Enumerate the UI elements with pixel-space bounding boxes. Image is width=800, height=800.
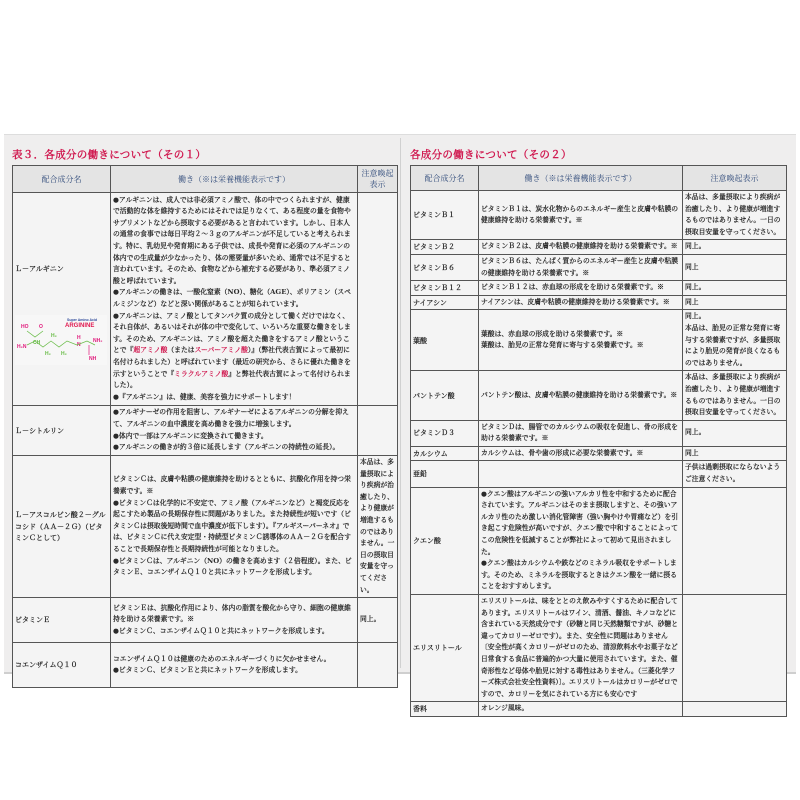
cell-text: ビタミンＢ１２ bbox=[413, 283, 462, 293]
caution-cell bbox=[683, 240, 787, 255]
svg-text:ARGININE: ARGININE bbox=[65, 322, 95, 329]
table-row bbox=[411, 310, 787, 371]
function-cell bbox=[111, 406, 358, 456]
cell-text: パントテン酸 bbox=[413, 390, 455, 400]
function-cell bbox=[479, 254, 683, 280]
svg-text:Super Amino Acid: Super Amino Acid bbox=[67, 317, 98, 322]
function-text: ●ビタミンＣ、ビタミンＥと共にネットワークを形成します。 bbox=[113, 666, 302, 675]
function-cell bbox=[111, 456, 358, 598]
function-text: ●ビタミンＣ、コエンザイムＱ１０と共にネットワークを形成します。 bbox=[113, 626, 329, 635]
caution-cell bbox=[683, 254, 787, 280]
ingredient-name: ビタミンＥ bbox=[13, 598, 111, 643]
function-cell bbox=[479, 281, 683, 296]
table-row bbox=[411, 191, 787, 240]
cell-text: パントテン酸は、皮膚や粘膜の健康維持を助ける栄養素です。※ bbox=[481, 390, 678, 399]
caution-cell bbox=[358, 643, 398, 688]
function-cell bbox=[479, 240, 683, 255]
cell-text: 同上 bbox=[685, 448, 699, 457]
table-row bbox=[411, 487, 787, 594]
table1-title: 表３．各成分の働きについて（その１） bbox=[12, 149, 207, 161]
text-segment: 』と弊社代表古賀によって名付けられました）。 bbox=[113, 369, 351, 390]
cell-text: ●クエン酸はアルギニンの強いアルカリ性を中和するために配合されています。アルギニンはそのまま摂取しますと、その強いアルカリ性のため激しい消化管障害（強い胸やけや胃痛など）を引き起こす危険性が高いですが、クエン酸で中和することによってこの危険性を低減することが弊社によって初めて見出されました。 bbox=[481, 489, 679, 556]
table-ingredients-part2 bbox=[410, 165, 787, 717]
function-cell bbox=[479, 702, 683, 717]
function-text: ビタミンＣは、皮膚や粘膜の健康維持を助けるとともに、抗酸化作用を持つ栄養素です。※ bbox=[113, 475, 351, 495]
table-row bbox=[13, 406, 398, 456]
ingredient-name bbox=[411, 420, 479, 446]
ingredient-name bbox=[411, 254, 479, 280]
ingredient-name: Ｌ－アルギニン bbox=[15, 264, 64, 273]
function-cell bbox=[479, 461, 683, 487]
cell-text: ナイアシンは、皮膚や粘膜の健康維持を助ける栄養素です。※ bbox=[481, 297, 670, 306]
cell-text: 葉酸は、胎児の正常な発育に寄与する栄養素です。※ bbox=[481, 341, 644, 350]
header-function: 働き（※は栄養機能表示です） bbox=[111, 166, 358, 193]
table-row bbox=[411, 420, 787, 446]
table-header-row bbox=[411, 166, 787, 191]
header-ingredient: 配合成分名 bbox=[411, 166, 479, 191]
cell-text: 同上 bbox=[685, 297, 699, 306]
svg-text:H₂: H₂ bbox=[45, 350, 51, 357]
caution-cell bbox=[358, 193, 398, 406]
ingredient-name bbox=[411, 446, 479, 461]
cell-text: 同上。 bbox=[685, 312, 706, 321]
svg-text:H₂: H₂ bbox=[51, 332, 57, 339]
cell-text: エリスリトール bbox=[413, 643, 462, 653]
cell-text: 亜鉛 bbox=[413, 469, 427, 479]
caution-cell bbox=[683, 191, 787, 240]
caution-cell bbox=[683, 595, 787, 702]
caution-cell bbox=[683, 295, 787, 310]
table-row bbox=[411, 702, 787, 717]
function-text: ●『アルギニン』は、健康、美容を強力にサポートします！ bbox=[113, 392, 296, 401]
cell-text: ビタミンＢ１ bbox=[413, 210, 455, 220]
cell-text: ビタミンＢ６は、たんぱく質からのエネルギー産生と皮膚や粘膜の健康維持を助ける栄養素です。※ bbox=[481, 256, 679, 277]
function-text: ●ビタミンＣは、アルギニン（NO）の働きを高めます（２倍程度）。また、ビタミンＥ、コエンザイムＱ１０と共にネットワークを形成します。 bbox=[113, 556, 352, 577]
cell-text: 子供は過剰摂取にならないようご注意ください。 bbox=[685, 463, 781, 484]
ingredient-cell bbox=[13, 193, 111, 406]
svg-text:N: N bbox=[77, 341, 81, 348]
cell-text: 本品は、多量摂取により疾病が治癒したり、より健康が増進するものではありません。一日の摂取目安量を守ってください。 bbox=[685, 373, 781, 417]
text-segment: （または bbox=[167, 346, 195, 355]
cell-text: 葉酸は、赤血球の形成を助ける栄養素です。※ bbox=[481, 329, 624, 338]
function-cell bbox=[479, 595, 683, 702]
caution-cell: 同上。 bbox=[358, 598, 398, 643]
ingredient-name bbox=[411, 371, 479, 420]
cell-text: 本品は、胎児の正常な発育に寄与する栄養素ですが、多量摂取により胎児の発育が良くなるものではありません。 bbox=[685, 323, 781, 367]
table-row bbox=[411, 281, 787, 296]
svg-text:CH: CH bbox=[33, 339, 41, 346]
cell-text: ビタミンＤは、腸管でのカルシウムの吸収を促進し、骨の形成を助ける栄養素です。※ bbox=[481, 422, 678, 443]
cell-text: 同上。 bbox=[685, 428, 706, 437]
ingredient-name bbox=[411, 281, 479, 296]
table-row bbox=[411, 295, 787, 310]
ingredient-name bbox=[411, 310, 479, 371]
ingredient-name bbox=[411, 295, 479, 310]
svg-text:O: O bbox=[39, 323, 43, 330]
function-cell bbox=[479, 191, 683, 240]
text-segment: ●アルギニンは、アミノ酸としてタンパク質の成分として働くだけではなく、それ自体が、あるいはそれが体の中で変化して、いろいろな重要な働きをします。そのため、アルギニンは、アミノ酸を超えた働きをするアミノ酸ということで『 bbox=[113, 311, 351, 355]
ingredient-name bbox=[411, 702, 479, 717]
caution-cell: 本品は、多量摂取により疾病が治癒したり、より健康が増進するものではありません。一日の摂取目安量を守ってください。 bbox=[358, 456, 398, 598]
table-row bbox=[13, 456, 398, 598]
cell-text: エリスリトールは、味をととのえ飲みやすくするために配合してあります。エリスリトールはワイン、清酒、醤油、キノコなどに含まれている天然成分です（砂糖と同じ天然糖類ですが、砂糖と違ってカロリーゼロです）。また、安全性に問題はありません〔安全性が高くカロリーがゼロのため、清涼飲料水やお菓子など日常食する食品に普遍的かつ大量に使用されています。また、催奇形性など母体や胎児に対する毒性はありません。（三菱化学フーズ株式会社安全性資料）〕。エリスリトールはカロリーがゼロですので、カロリーを気にされている方にも安心です bbox=[481, 597, 679, 698]
table-row bbox=[13, 193, 398, 406]
cell-text: 香料 bbox=[413, 704, 427, 714]
function-text: コエンザイムＱ１０は健康のためのエネルギーづくりに欠かせません。 bbox=[113, 654, 331, 663]
cell-text: ●クエン酸はカルシウムや鉄などのミネラル吸収をサポートします。そのため、ミネラルを摂取するときはクエン酸を一緒に摂ることをおすすめします。 bbox=[481, 559, 677, 591]
cell-text: ビタミンＢ１は、炭水化物からのエネルギー産生と皮膚や粘膜の健康維持を助ける栄養素です。※ bbox=[481, 204, 679, 225]
function-cell bbox=[479, 487, 683, 594]
table-row bbox=[13, 643, 398, 688]
function-cell bbox=[479, 310, 683, 371]
ingredient-name: Ｌ－アスコルビン酸２－グルコシド（ＡＡ－２Ｇ）（ビタミンＣとして） bbox=[13, 456, 111, 598]
header-ingredient: 配合成分名 bbox=[13, 166, 111, 193]
function-text bbox=[113, 311, 355, 392]
table-row bbox=[411, 595, 787, 702]
cell-text: ナイアシン bbox=[413, 297, 447, 307]
function-cell bbox=[111, 598, 358, 643]
table-row bbox=[411, 254, 787, 280]
header-caution: 注意喚起表示 bbox=[683, 166, 787, 191]
caution-cell bbox=[683, 371, 787, 420]
ingredient-name: コエンザイムＱ１０ bbox=[13, 643, 111, 688]
header-function: 働き（※は栄養機能表示です） bbox=[479, 166, 683, 191]
cell-text: 同上。 bbox=[685, 242, 706, 251]
caution-cell bbox=[683, 446, 787, 461]
cell-text: カルシウムは、骨や歯の形成に必要な栄養素です。※ bbox=[481, 448, 644, 457]
table-row bbox=[411, 371, 787, 420]
ingredient-name bbox=[411, 240, 479, 255]
table-row bbox=[411, 461, 787, 487]
cell-text: ビタミンＢ２は、皮膚や粘膜の健康維持を助ける栄養素です。※ bbox=[481, 242, 678, 251]
svg-text:HO: HO bbox=[21, 323, 29, 330]
svg-text:NH₂: NH₂ bbox=[93, 337, 103, 344]
highlight-miracle-amino-acid: ミラクルアミノ酸 bbox=[174, 369, 229, 378]
function-text: ●アルギナーゼの作用を阻害し、アルギナーゼによるアルギニンの分解を抑えて、アルギニンの血中濃度を高め働きを強力に増強します。 bbox=[113, 408, 349, 428]
cell-text: ビタミンＤ３ bbox=[413, 428, 455, 438]
function-cell bbox=[479, 371, 683, 420]
caution-cell bbox=[683, 420, 787, 446]
caution-cell bbox=[358, 406, 398, 456]
text-segment: ）』（弊社代表古賀によって最初に名付けられました）と呼ばれています（最近の研究から、さらに優れた働きを示すということで『 bbox=[113, 346, 351, 378]
caution-cell bbox=[683, 702, 787, 717]
table2-title: 各成分の働きについて（その２） bbox=[410, 149, 572, 161]
table-row bbox=[411, 446, 787, 461]
svg-text:H₂N: H₂N bbox=[17, 343, 27, 350]
highlight-super-amino-acid-katakana: スーパーアミノ酸 bbox=[194, 346, 248, 355]
cell-text: 本品は、多量摂取により疾病が治癒したり、より健康が増進するものではありません。一日の摂取目安量を守ってください。 bbox=[685, 193, 781, 236]
function-cell bbox=[479, 420, 683, 446]
cell-text: カルシウム bbox=[413, 448, 448, 458]
cell-text: オレンジ風味。 bbox=[481, 704, 529, 713]
function-cell bbox=[479, 295, 683, 310]
svg-text:H: H bbox=[77, 334, 81, 341]
table-ingredients-part1 bbox=[12, 165, 398, 688]
ingredient-name bbox=[411, 191, 479, 240]
function-cell bbox=[111, 193, 358, 406]
page-divider bbox=[400, 138, 401, 668]
ingredient-name bbox=[411, 461, 479, 487]
svg-text:NH: NH bbox=[89, 355, 97, 362]
cell-text: クエン酸 bbox=[413, 536, 441, 546]
header-caution: 注意喚起表示 bbox=[358, 166, 398, 193]
ingredient-name bbox=[411, 595, 479, 702]
table-row bbox=[411, 240, 787, 255]
ingredient-name bbox=[411, 487, 479, 594]
function-text: ●アルギニンは、成人では非必須アミノ酸で、体の中でつくられますが、健康で活動的な体を維持するためにはそれでは足りなくて、ある程度の量を食物やサプリメントなどから摂取する必要があると言われています。しかし、日本人の通常の食事では毎日平均２～３ｇのアルギニンが不足していると考えられます。特に、乳幼児や発育期にある子供では、成長や発育に必須のアルギニンの体内での生成量が少なかったり、体の需要量が多いため、通常では不足すると言われています。そのため、食物などから補充する必要があり、準必須アミノ酸と呼ばれています。 bbox=[113, 195, 351, 285]
ingredient-name: Ｌ－シトルリン bbox=[13, 406, 111, 456]
cell-text: 同上。 bbox=[685, 283, 706, 292]
svg-text:H₂: H₂ bbox=[61, 350, 67, 357]
highlight-super-amino-acid: 超アミノ酸 bbox=[133, 346, 168, 355]
table-header-row bbox=[13, 166, 398, 193]
caution-cell bbox=[683, 461, 787, 487]
function-cell bbox=[111, 643, 358, 688]
cell-text: 葉酸 bbox=[413, 335, 427, 345]
arginine-molecule-image bbox=[15, 315, 107, 365]
cell-text: 同上 bbox=[685, 262, 699, 271]
caution-cell bbox=[683, 487, 787, 594]
caution-cell bbox=[683, 281, 787, 296]
function-text: ビタミンＥは、抗酸化作用により、体内の脂質を酸化から守り、細胞の健康維持を助ける栄養素です。※ bbox=[113, 603, 351, 624]
function-text: ●体内で一部はアルギニンに変換されて働きます。 bbox=[113, 431, 268, 440]
function-cell bbox=[479, 446, 683, 461]
cell-text: ビタミンＢ２ bbox=[413, 242, 455, 252]
cell-text: ビタミンＢ６ bbox=[413, 262, 455, 272]
cell-text: ビタミンＢ１２は、赤血球の形成をを助ける栄養素です。※ bbox=[481, 283, 664, 292]
table-row bbox=[13, 598, 398, 643]
function-text: ●アルギニンの働きが約３倍に延長します（アルギニンの持続性の延長）。 bbox=[113, 443, 340, 452]
function-text: ●ビタミンＣは化学的に不安定で、アミノ酸（アルギニンなど）と褐変反応を起こすため製品の長期保存性に問題がありました。また持続性が短いです（ビタミンＣは摂取後短時間で血中濃度が低下します）。『アルギスーパーネオ』では、ビタミンＣに代え安定型・持続型ビタミンＣ誘導体のＡＡ－２Ｇを配合することで長期保存性と長期持続性が可能となりました。 bbox=[113, 498, 351, 553]
caution-cell bbox=[683, 310, 787, 371]
function-text: ●アルギニンの働きは、一酸化窒素（NO）、糖化（AGE）、ポリアミン（スペルミジンなど）などと深い関係があることが知られています。 bbox=[113, 288, 351, 308]
